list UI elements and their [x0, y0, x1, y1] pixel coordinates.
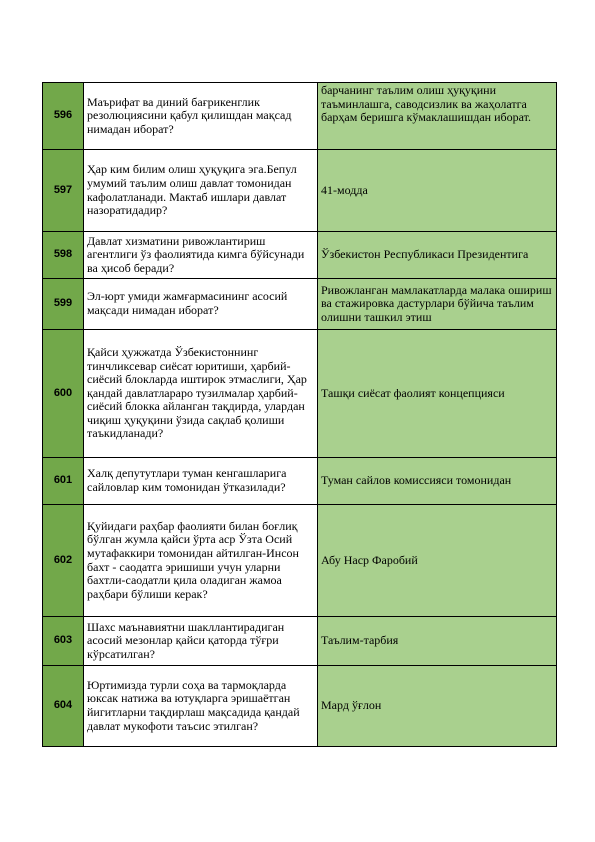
question-text: Қуйидаги раҳбар фаолияти билан боғлиқ бўлган жумла қайси ўрта аср Ўзта Осий мутафаккири томонидан айтилган-Инсон бахт - саодатга эришиши учун уларни бахтли-саодатли қила оладиган жамоа раҳбари бўлиши керак? [84, 505, 318, 617]
table-row [43, 458, 557, 505]
answer-text: Абу Наср Фаробий [318, 505, 557, 617]
table-row [43, 666, 557, 747]
question-number: 603 [43, 617, 84, 666]
answer-text: Таълим-тарбия [318, 617, 557, 666]
question-text: Давлат хизматини ривожлантириш агентлиги ўз фаолиятида кимга бўйсунади ва ҳисоб беради? [84, 232, 318, 279]
table-row [43, 330, 557, 458]
question-text: Ҳар ким билим олиш ҳуқуқига эга.Бепул умумий таълим олиш давлат томонидан кафолатланади. Мактаб ишлари давлат назоратидадир? [84, 150, 318, 232]
question-text: Қайси ҳужжатда Ўзбекистоннинг тинчликсевар сиёсат юритиши, ҳарбий-сиёсий блокларда иштирок этмаслиги, Ҳар қандай давлатлараро тузилмалар ҳарбий-сиёсий блокка айланган тақдирда, улардан чиқиш ҳуқуқини ўзида сақлаб қолиши таъкидланади? [84, 330, 318, 458]
questions-table [42, 82, 557, 747]
table-row [43, 232, 557, 279]
answer-text: Ташқи сиёсат фаолият концепцияси [318, 330, 557, 458]
question-number: 600 [43, 330, 84, 458]
answer-text: 41-модда [318, 150, 557, 232]
answer-text: Мард ўғлон [318, 666, 557, 747]
question-number: 596 [43, 83, 84, 150]
question-number: 597 [43, 150, 84, 232]
question-number: 602 [43, 505, 84, 617]
question-text: Эл-юрт умиди жамғармасининг асосий мақсади нимадан иборат? [84, 279, 318, 330]
question-text: Юртимизда турли соҳа ва тармоқларда юксак натижа ва ютуқларга эришаётган йигитларни тақдирлаш мақсадида қандай давлат мукофоти таъсис этилган? [84, 666, 318, 747]
question-number: 598 [43, 232, 84, 279]
question-number: 604 [43, 666, 84, 747]
question-text: Шахс маънавиятни шакллантирадиган асосий мезонлар қайси қаторда тўғри кўрсатилган? [84, 617, 318, 666]
answer-text: барчанинг таълим олиш ҳуқуқини таъминлашга, саводсизлик ва жаҳолатга барҳам беришга кўмаклашишдан иборат. [318, 83, 557, 150]
question-text: Халқ депутутлари туман кенгашларига сайловлар ким томонидан ўтказилади? [84, 458, 318, 505]
table-row [43, 150, 557, 232]
table-row [43, 505, 557, 617]
table-row [43, 279, 557, 330]
answer-text: Ривожланган мамлакатларда малака ошириш ва стажировка дастурлари бўйича таълим олишни ташкил этиш [318, 279, 557, 330]
answer-text: Ўзбекистон Республикаси Президентига [318, 232, 557, 279]
question-number: 601 [43, 458, 84, 505]
question-text: Маърифат ва диний бағрикенглик резолюциясини қабул қилишдан мақсад нимадан иборат? [84, 83, 318, 150]
table-row [43, 617, 557, 666]
question-number: 599 [43, 279, 84, 330]
answer-text: Туман сайлов комиссияси томонидан [318, 458, 557, 505]
table-row [43, 83, 557, 150]
